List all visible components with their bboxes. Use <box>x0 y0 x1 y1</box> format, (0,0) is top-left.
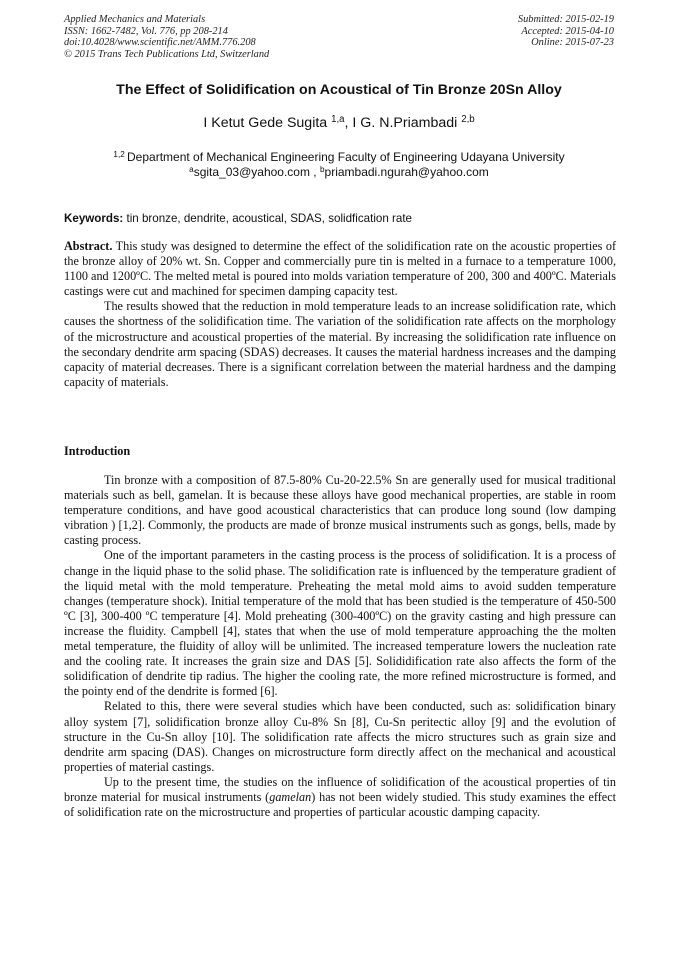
email-link[interactable]: priambadi.ngurah@yahoo.com <box>324 165 489 179</box>
abstract-text: This study was designed to determine the effect of the solidification rate on the acoustic properties of the bronze alloy of 20% wt. Sn. Copper and commercially pure tin is melted in a furnace to a temperature 1000, 1100 and 1200ºC. The melted metal is poured into molds variation temperature of 200, 300 and 400ºC. Materials castings were cut and machined for specimen damping capacity test. <box>64 239 616 299</box>
email-marker: a <box>189 164 194 174</box>
section-heading: Introduction <box>64 444 131 458</box>
paper-title: The Effect of Solidification on Acoustical of Tin Bronze 20Sn Alloy <box>116 82 562 98</box>
affiliation-block <box>40 150 638 180</box>
emphasis-text: gamelan <box>269 789 312 804</box>
email-link[interactable]: sgita_03@yahoo.com <box>193 165 310 179</box>
affiliation-text: Department of Mechanical Engineering Faculty of Engineering Udayana University <box>127 150 565 164</box>
journal-issn: ISSN: 1662-7482, Vol. 776, pp 208-214 <box>64 25 228 37</box>
journal-name: Applied Mechanics and Materials <box>64 14 206 25</box>
keywords-label: Keywords: <box>64 212 124 225</box>
journal-info <box>64 14 269 60</box>
author-separator: , <box>344 115 353 131</box>
abstract <box>64 239 616 390</box>
abstract-paragraph <box>64 239 616 299</box>
author-affiliation-marker: 1,a <box>331 113 345 125</box>
accepted-date: Accepted: 2015-04-10 <box>521 25 614 37</box>
author-name: I Ketut Gede Sugita <box>203 115 332 131</box>
paragraph-text: ) has not been widely studied. This study examines the effect of solidification rate on the microstructure and properties of particular acoustic damping capacity. <box>64 789 616 820</box>
keywords <box>64 212 616 226</box>
abstract-label: Abstract. <box>64 239 113 253</box>
email-line <box>40 165 638 180</box>
author-name: I G. N.Priambadi <box>352 115 462 131</box>
journal-doi: doi:10.4028/www.scientific.net/AMM.776.208 <box>64 37 256 49</box>
submission-dates <box>518 14 614 49</box>
email-separator: , <box>309 165 320 179</box>
introduction-body <box>64 473 616 820</box>
author-affiliation-marker: 2,b <box>461 113 475 125</box>
paragraph: One of the important parameters in the casting process is the process of solidification. It is a process of change in the liquid phase to the solid phase. The solidification rate is influenced by the temperature gradient of the liquid metal with the mold temperature. Preheating the metal mold aims to avoid sudden temperature changes (temperature shock). Initial temperature of the mold that has been studied is the temperature of 450-500 ºC [3], 300-400 ºC temperature [4]. Mold preheating (300-400ºC) on the gravity casting and high pressure can increase the fluidity. Campbell [4], states that when the use of mold temperature approaching the the molten metal temperature, the fluidity of alloy will be unlimited. The increased temperature lowers the nucleation rate and the cooling rate. It increases the grain size and DAS [5]. Solididification rate also affects the form of the solidification of dendrite tip radius. The higher the cooling rate, the more refined microstructure is formed, and the pointy end of the dendrite is formed [6]. <box>64 548 616 699</box>
journal-copyright: © 2015 Trans Tech Publications Ltd, Switzerland <box>64 48 270 60</box>
paragraph <box>64 775 616 820</box>
affiliation-marker: 1,2 <box>113 149 128 159</box>
paragraph-text: Up to the present time, the studies on the influence of solidification of the acoustical properties of tin bronze material for musical instruments ( <box>64 774 616 804</box>
email-marker: b <box>319 164 325 174</box>
keywords-text: tin bronze, dendrite, acoustical, SDAS, solidfication rate <box>123 212 412 225</box>
author-line <box>40 114 638 132</box>
paragraph: Related to this, there were several studies which have been conducted, such as: solidification binary alloy system [7], solidification bronze alloy Cu-8% Sn [8], Cu-Sn peritectic alloy [9] and the evolution of structure in the Cu-Sn alloy [10]. The solidification rate affects the micro structures such as grain size and dendrite arm spacing (DAS). Changes on microstructure form directly affect on the mechanical and acoustical properties of material castings. <box>64 699 616 774</box>
abstract-paragraph: The results showed that the reduction in mold temperature leads to an increase solidification rate, which causes the shortness of the solidification time. The variation of the solidification rate affects on the morphology of the microstructure and acoustical properties of the material. By increasing the solidification rate influence on the secondary dendrite arm spacing (SDAS) decreases. It causes the material hardness increases and the damping capacity of material decreases. There is a significant correlation between the material hardness and the damping capacity of materials. <box>64 299 616 389</box>
submitted-date: Submitted: 2015-02-19 <box>517 14 614 25</box>
affiliation-line <box>40 150 638 165</box>
online-date: Online: 2015-07-23 <box>531 37 614 49</box>
paragraph: Tin bronze with a composition of 87.5-80% Cu-20-22.5% Sn are generally used for musical traditional materials such as bell, gamelan. It is because these alloys have good mechanical properties, are stable in room temperature conditions, and have good acoustical characteristics that can produce long sound (low damping vibration ) [1,2]. Commonly, the products are made of bronze musical instruments such as gongs, bells, made by casting process. <box>64 473 616 548</box>
